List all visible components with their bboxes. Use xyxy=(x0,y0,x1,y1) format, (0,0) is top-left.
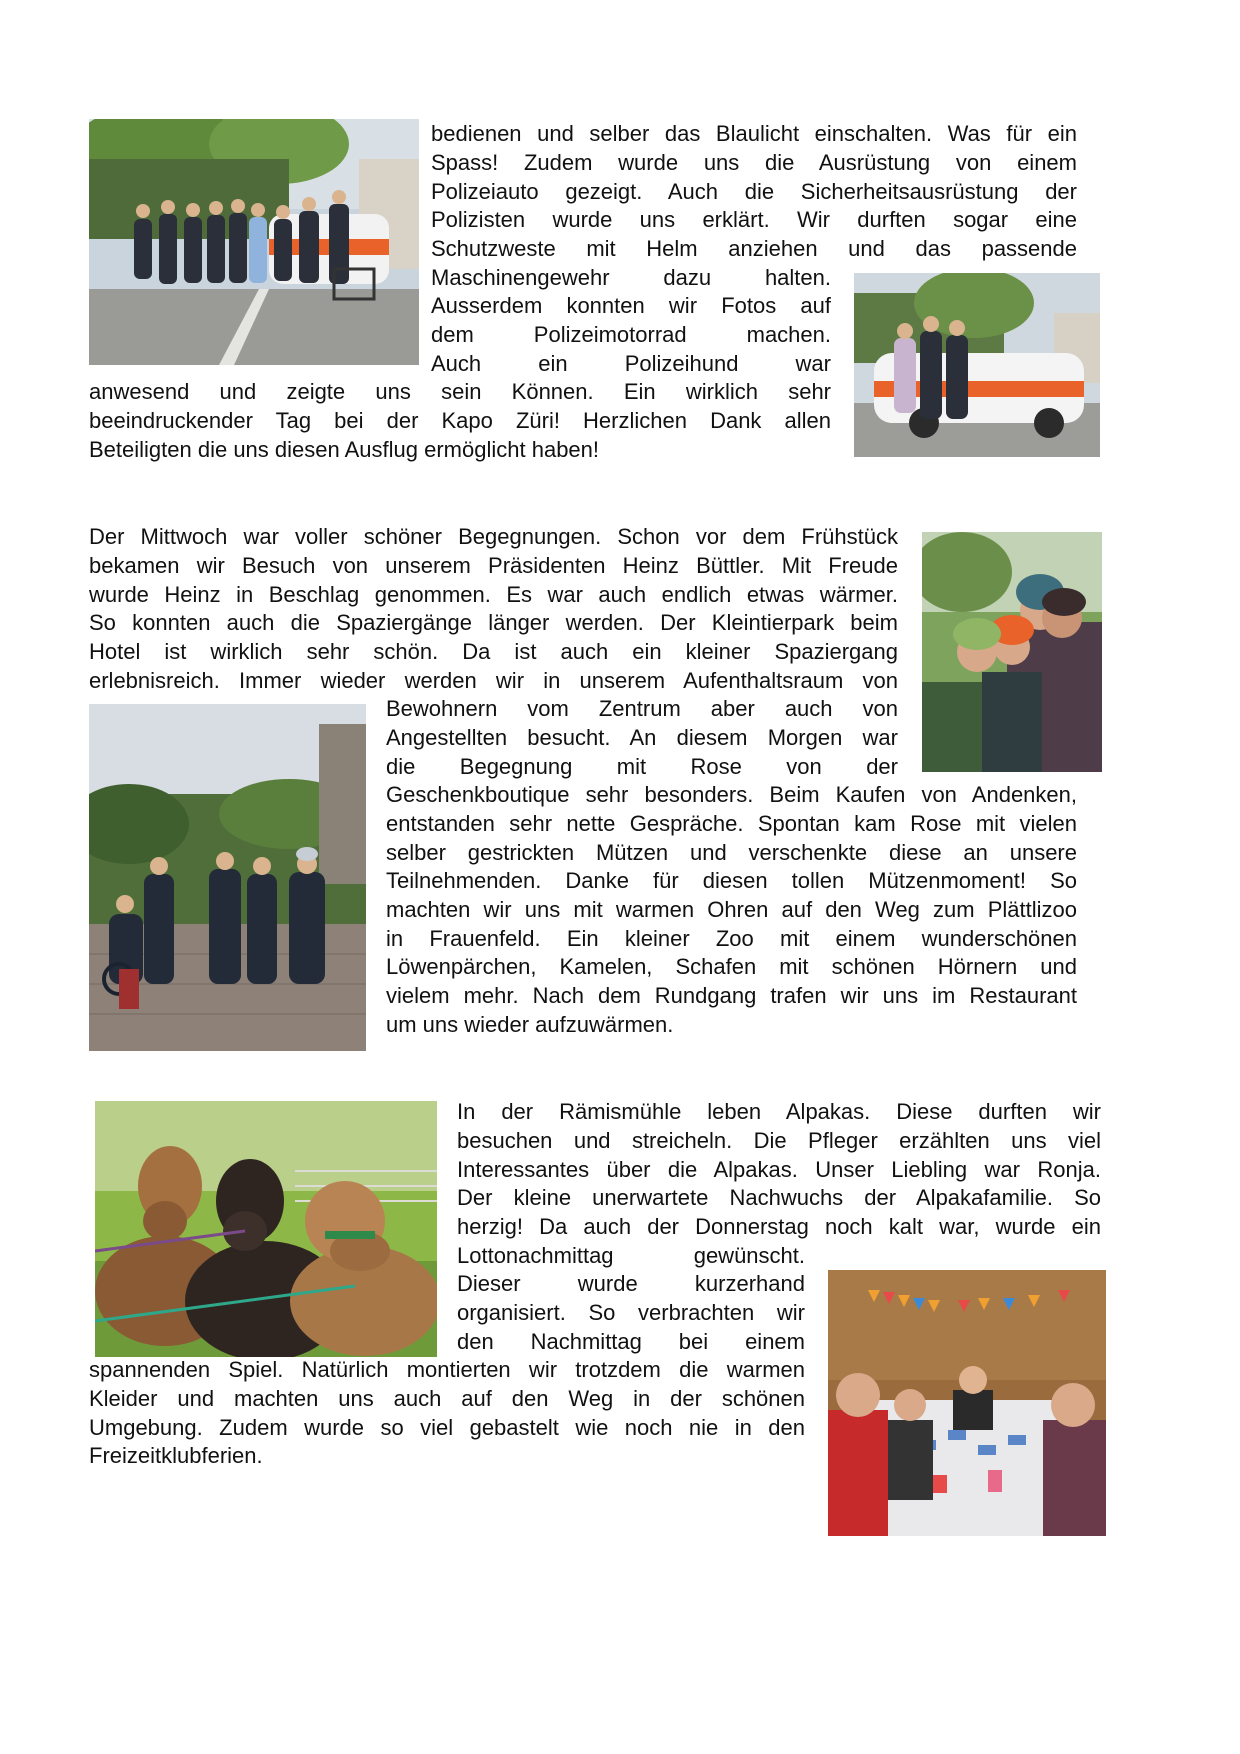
text-line: spannenden Spiel. Natürlich montierten wir trotzdem die warmen xyxy=(89,1357,805,1382)
zoo-group-photo xyxy=(89,704,366,1051)
text-line: Spass! Zudem wurde uns die Ausrüstung von einem xyxy=(431,150,1077,175)
text-line: Polizeiauto gezeigt. Auch die Sicherheitsausrüstung der xyxy=(431,179,1077,204)
police-car-photo xyxy=(854,273,1100,457)
text-line: anwesend und zeigte uns sein Können. Ein wirklich sehr xyxy=(89,379,831,404)
text-line: bekamen wir Besuch von unserem Präsidenten Heinz Büttler. Mit Freude xyxy=(89,553,898,578)
text-line: herzig! Da auch der Donnerstag noch kalt war, wurde ein xyxy=(457,1214,1101,1239)
text-line: Beteiligten die uns diesen Ausflug ermöglicht haben! xyxy=(89,437,600,462)
text-line: machten wir uns mit warmen Ohren auf den Weg zum Plättlizoo xyxy=(386,897,1077,922)
text-line: beeindruckender Tag bei der Kapo Züri! Herzlichen Dank allen xyxy=(89,408,831,433)
text-line: Der kleine unerwartete Nachwuchs der Alpakafamilie. So xyxy=(457,1185,1101,1210)
text-line: Der Mittwoch war voller schöner Begegnungen. Schon vor dem Frühstück xyxy=(89,524,898,549)
text-line: Umgebung. Zudem wurde so viel gebastelt wie noch nie in den xyxy=(89,1415,805,1440)
text-line: Ausserdem konnten wir Fotos auf xyxy=(431,293,831,318)
text-line: wurde Heinz in Beschlag genommen. Es war auch endlich etwas wärmer. xyxy=(89,582,898,607)
text-line: Schutzweste mit Helm anziehen und das passende xyxy=(431,236,1077,261)
text-line: Löwenpärchen, Kamelen, Schafen mit schönen Hörnern und xyxy=(386,954,1077,979)
text-line: organisiert. So verbrachten wir xyxy=(457,1300,805,1325)
text-line: dem Polizeimotorrad machen. xyxy=(431,322,831,347)
text-line: Geschenkboutique sehr besonders. Beim Kaufen von Andenken, xyxy=(386,782,1077,807)
text-line: Interessantes über die Alpakas. Unser Liebling war Ronja. xyxy=(457,1157,1101,1182)
text-line: vielem mehr. Nach dem Rundgang trafen wir uns im Restaurant xyxy=(386,983,1077,1008)
text-line: die Begegnung mit Rose von der xyxy=(386,754,898,779)
text-line: Auch ein Polizeihund war xyxy=(431,351,831,376)
text-line: Dieser wurde kurzerhand xyxy=(457,1271,805,1296)
lotto-game-photo xyxy=(828,1270,1106,1536)
text-line: um uns wieder aufzuwärmen. xyxy=(386,1012,674,1037)
text-line: Bewohnern vom Zentrum aber auch von xyxy=(386,696,898,721)
text-line: So konnten auch die Spaziergänge länger werden. Der Kleintierpark beim xyxy=(89,610,898,635)
police-group-photo xyxy=(89,119,419,365)
text-line: Hotel ist wirklich sehr schön. Da ist auch ein kleiner Spaziergang xyxy=(89,639,898,664)
text-line: Maschinengewehr dazu halten. xyxy=(431,265,831,290)
knitted-hats-photo xyxy=(922,532,1102,772)
text-line: Teilnehmenden. Danke für diesen tollen Mützenmoment! So xyxy=(386,868,1077,893)
text-line: Lottonachmittag gewünscht. xyxy=(457,1243,805,1268)
text-line: In der Rämismühle leben Alpakas. Diese durften wir xyxy=(457,1099,1101,1124)
text-line: Angestellten besucht. An diesem Morgen war xyxy=(386,725,898,750)
text-line: Polizisten wurde uns erklärt. Wir durften sogar eine xyxy=(431,207,1077,232)
text-line: den Nachmittag bei einem xyxy=(457,1329,805,1354)
text-line: bedienen und selber das Blaulicht einschalten. Was für ein xyxy=(431,121,1077,146)
text-line: in Frauenfeld. Ein kleiner Zoo mit einem wunderschönen xyxy=(386,926,1077,951)
text-line: besuchen und streicheln. Die Pfleger erzählten uns viel xyxy=(457,1128,1101,1153)
alpaca-photo xyxy=(95,1101,437,1357)
text-line: Freizeitklubferien. xyxy=(89,1443,263,1468)
text-line: entstanden sehr nette Gespräche. Spontan kam Rose mit vielen xyxy=(386,811,1077,836)
text-line: erlebnisreich. Immer wieder werden wir in unserem Aufenthaltsraum von xyxy=(89,668,898,693)
text-line: Kleider und machten uns auch auf den Weg in der schönen xyxy=(89,1386,805,1411)
text-line: selber gestrickten Mützen und verschenkte diese an unsere xyxy=(386,840,1077,865)
